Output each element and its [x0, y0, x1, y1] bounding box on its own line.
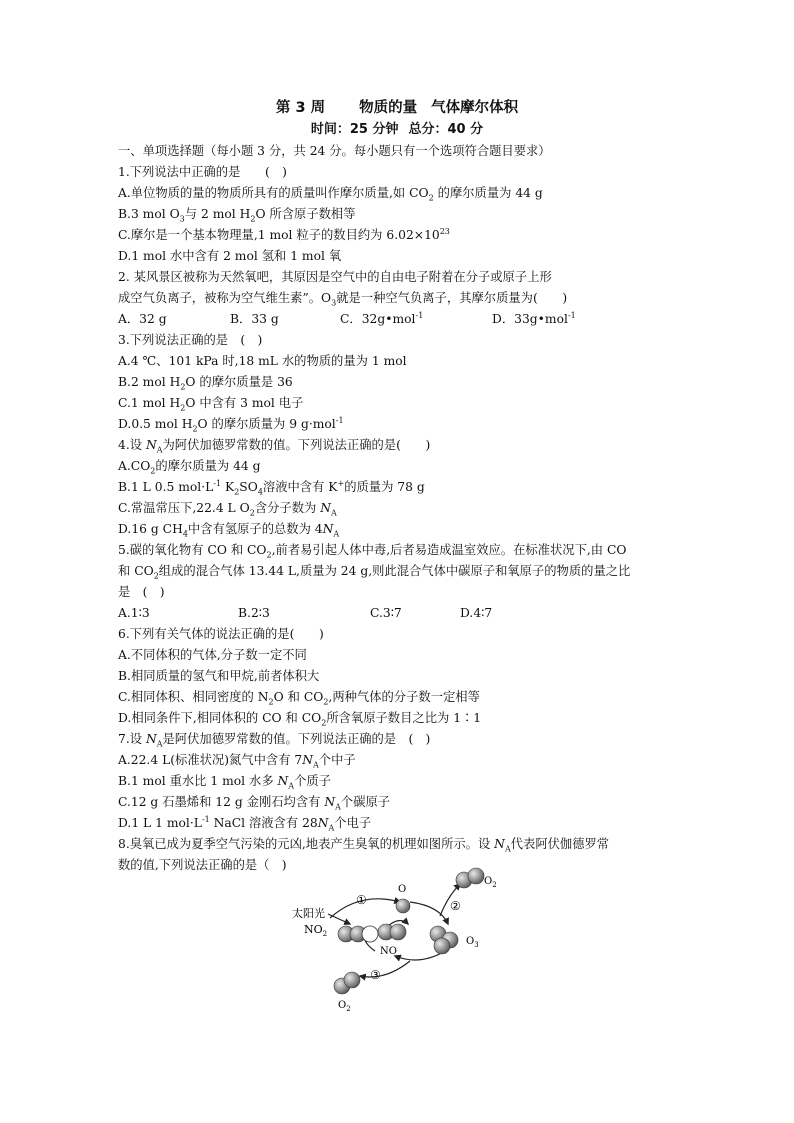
arrow-step3 — [360, 961, 410, 977]
q4-option-c: C.常温常压下,22.4 L $O_2$含分子数为 $N_A$ — [118, 501, 337, 518]
q2-option-a: A．32 g — [118, 312, 167, 326]
q7-option-c: C.12 g 石墨烯和 12 g 金刚石均含有 $N_A$个碳原子 — [118, 795, 391, 812]
q2-option-c: C．32g•mol$^{-1}$ — [340, 310, 424, 326]
q1-option-c: C.摩尔是一个基本物理量,1 mol 粒子的数目约为 $6.02\times 10^{23}$ — [118, 226, 450, 242]
no2-label: $NO_2$ — [304, 923, 328, 938]
q2-option-b: B．33 g — [230, 312, 279, 326]
q5-option-c: C.3∶7 — [370, 606, 402, 620]
q7-option-b: B.1 mol 重水比 1 mol 水多 $N_A$个质子 — [118, 774, 331, 791]
question-list — [118, 141, 678, 876]
no2-molecule — [338, 926, 378, 942]
q1-option-d: D.1 mol 水中含有 2 mol 氢和 1 mol 氧 — [118, 249, 342, 263]
q8-stem-line2: 数的值,下列说法正确的是（ ) — [118, 858, 287, 872]
o3-label: $O_3$ — [466, 936, 479, 949]
q3-option-b: B.2 mol $H_2O$ 的摩尔质量是 36 — [118, 375, 293, 392]
step2-label: ② — [450, 899, 461, 913]
q3-stem: 3.下列说法正确的是 ( ) — [118, 333, 263, 347]
q2-options — [118, 309, 678, 330]
o2-top-molecule — [456, 868, 484, 888]
q1-option-a: A.单位物质的量的物质所具有的质量叫作摩尔质量,如 $CO_2$ 的摩尔质量为 44 g — [118, 186, 543, 203]
step1-label: ① — [356, 893, 367, 907]
time-label: 时间：25 分钟 — [310, 122, 399, 137]
q2-stem-line2: 成空气负离子，被称为空气维生素”。$O_3$就是一种空气负离子，其摩尔质量为( ) — [118, 291, 568, 308]
q5-option-b: B.2∶3 — [238, 606, 270, 620]
q6-stem: 6.下列有关气体的说法正确的是( ) — [118, 627, 324, 641]
q6-option-b: B.相同质量的氢气和甲烷,前者体积大 — [118, 669, 320, 683]
q7-stem: 7.设 $N_A$是阿伏加德罗常数的值。下列说法正确的是 ( ) — [118, 732, 431, 749]
q6-option-d: D.相同条件下,相同体积的 CO 和 $CO_2$所含氧原子数目之比为 1∶1 — [118, 711, 482, 728]
q8-stem-line1: 8.臭氧已成为夏季空气污染的元凶,地表产生臭氧的机理如图所示。设 $N_A$代表阿伏伽德罗常 — [118, 837, 610, 854]
q1-stem: 1.下列说法中正确的是 ( ) — [118, 165, 287, 179]
q5-options — [118, 603, 678, 624]
arrow-to-o3 — [410, 902, 448, 924]
q6-option-c: C.相同体积、相同密度的 $N_2O$ 和 $CO_2$,两种气体的分子数一定相等 — [118, 690, 480, 707]
q2-stem-line1: 2. 某风景区被称为天然氧吧，其原因是空气中的自由电子附着在分子或原子上形 — [118, 270, 552, 284]
q5-stem-line2: 和 $CO_2$组成的混合气体 13.44 L,质量为 24 g,则此混合气体中碳原子和氧原子的物质的量之比 — [118, 564, 631, 581]
o3-molecule — [430, 926, 458, 954]
q4-stem: 4.设 $N_A$为阿伏加德罗常数的值。下列说法正确的是( ) — [118, 438, 431, 455]
no-molecule — [378, 924, 406, 940]
q4-option-b: B.1 L 0.5 $mol\cdot L^{-1}$ $K_2SO_4$溶液中含有 K+的质量为 78 g — [118, 478, 425, 497]
q1-option-b: B.3 mol $O_3$与 2 mol $H_2O$ 所含原子数相等 — [118, 207, 356, 224]
q4-option-a: $A.CO_2$的摩尔质量为 44 g — [118, 459, 261, 476]
sunlight-label: 太阳光 — [292, 907, 325, 920]
q3-option-c: C.1 mol $H_2O$ 中含有 3 mol 电子 — [118, 396, 304, 413]
week-label: 第 3 周 — [275, 100, 326, 116]
no-label: NO — [380, 946, 397, 957]
topic-1: 物质的量 — [359, 100, 418, 116]
q7-option-a: A.22.4 L(标准状况)氮气中含有 $7N_A$个中子 — [118, 753, 356, 770]
q2-option-d: D．33g•mol$^{-1}$ — [492, 310, 576, 326]
topic-2: 气体摩尔体积 — [431, 100, 519, 116]
o-atom — [396, 899, 410, 913]
q5-option-a: A.1∶3 — [118, 606, 150, 620]
q5-option-d: D.4∶7 — [460, 606, 493, 620]
o-label: O — [398, 884, 407, 895]
q6-option-a: A.不同体积的气体,分子数一定不同 — [118, 648, 307, 662]
total-score-label: 总分：40 分 — [408, 122, 484, 137]
page-title — [0, 96, 794, 117]
q4-option-d: D.16 g $CH_4$中含有氢原子的总数为 $4N_A$ — [118, 522, 340, 539]
ozone-mechanism-diagram — [290, 866, 510, 1016]
q7-option-d: D.1 L 1 $mol\cdot L^{-1}$ NaCl 溶液含有 $28N_A$个电子 — [118, 814, 372, 833]
section-heading: 一、单项选择题（每小题 3 分，共 24 分。每小题只有一个选项符合题目要求） — [118, 144, 551, 158]
step3-label: ③ — [370, 968, 381, 982]
o2-bottom-label: $O_2$ — [338, 1000, 351, 1013]
o2-top-label: $O_2$ — [484, 876, 497, 889]
o2-bottom-molecule — [334, 972, 360, 994]
q3-option-d: D.0.5 mol $H_2O$ 的摩尔质量为 9 g·mol$^{-1}$ — [118, 415, 344, 434]
time-score-line — [0, 118, 794, 137]
sunlight-arrow — [328, 914, 350, 924]
q5-stem-line1: 5.碳的氧化物有 CO 和 $CO_2$,前者易引起人体中毒,后者易造成温室效应。在标准状况下,由 CO — [118, 543, 627, 560]
q5-stem-line3: 是 ( ) — [118, 585, 165, 599]
q3-option-a: A.4 ℃、101 kPa 时,18 mL 水的物质的量为 1 mol — [118, 354, 407, 368]
